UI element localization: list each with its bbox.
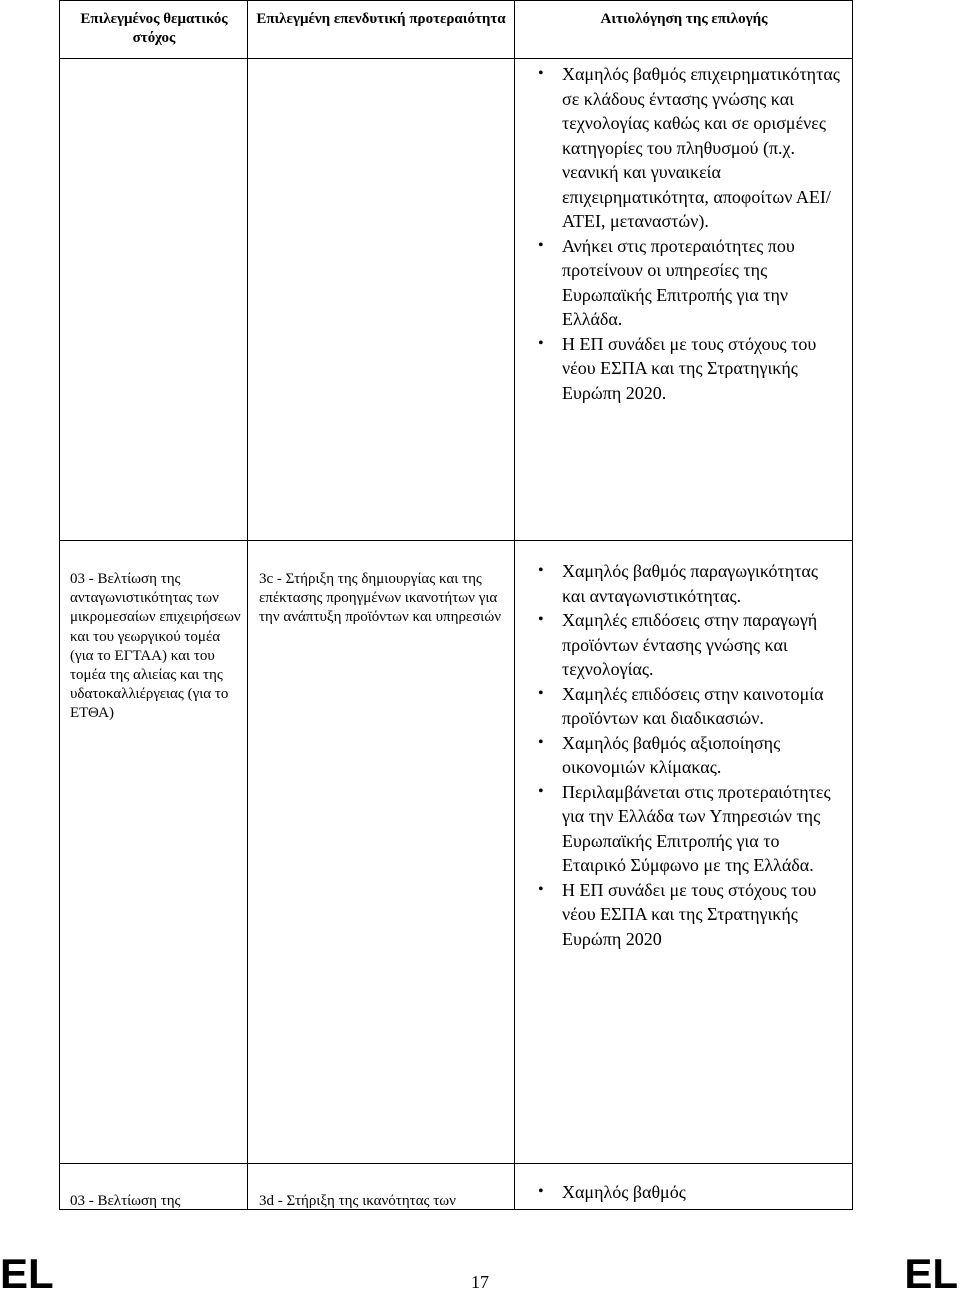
col-border-left (59, 0, 60, 1210)
col-border-right (852, 0, 853, 1210)
row2-bullet-1: • Χαμηλός βαθμός παραγωγικότητας και ανταγωνιστικότητας. (534, 559, 844, 608)
row1-justification (534, 62, 844, 405)
footer-language-left: EL (0, 1250, 54, 1297)
row2-bullet-4: • Χαμηλός βαθμός αξιοποίησης οικονομιών κλίμακας. (534, 731, 844, 780)
col-divider-2 (514, 0, 515, 1210)
header-objective: Επιλεγμένος θεματικός στόχος (80, 11, 228, 46)
row3-bullet-1: • Χαμηλός βαθμός (534, 1180, 844, 1205)
page-number: 17 (471, 1272, 489, 1292)
header-divider (59, 58, 853, 59)
row-divider-1 (59, 540, 853, 541)
row-divider-2 (59, 1163, 853, 1164)
row1-bullet-2: • Ανήκει στις προτεραιότητες που προτείνουν οι υπηρεσίες της Ευρωπαϊκής Επιτροπής για την Ελλάδα. (534, 234, 844, 332)
col-divider-1 (247, 0, 248, 1210)
header-priority: Επιλεγμένη επενδυτική προτεραιότητα (256, 11, 506, 27)
row3-priority: 3d - Στήριξη της ικανότητας των (259, 1193, 456, 1209)
row3-objective: 03 - Βελτίωση της (70, 1193, 181, 1209)
row2-bullet-6: • Η ΕΠ συνάδει με τους στόχους του νέου ΕΣΠΑ και της Στρατηγικής Ευρώπη 2020 (534, 878, 844, 952)
header-justification: Αιτιολόγηση της επιλογής (600, 11, 768, 27)
row2-objective: 03 - Βελτίωση της ανταγωνιστικότητας των μικρομεσαίων επιχειρήσεων και του γεωργικού τομέα (για το ΕΓΤΑΑ) και του τομέα της αλιείας και της υδατοκαλλιέργειας (για το ΕΤΘΑ) (70, 571, 241, 722)
footer-language-right: EL (904, 1250, 958, 1297)
table-border-top (59, 0, 853, 1)
row2-bullet-5: • Περιλαμβάνεται στις προτεραιότητες για την Ελλάδα των Υπηρεσιών της Ευρωπαϊκής Επιτροπής για το Εταιρικό Σύμφωνο με της Ελλάδα. (534, 780, 844, 878)
row2-priority: 3c - Στήριξη της δημιουργίας και της επέκτασης προηγμένων ικανοτήτων για την ανάπτυξη προϊόντων και υπηρεσιών (259, 571, 501, 626)
row1-bullet-1: • Χαμηλός βαθμός επιχειρηματικότητας σε κλάδους έντασης γνώσης και τεχνολογίας καθώς και σε ορισμένες κατηγορίες του πληθυσμού (π.χ. νεανική και γυναικεία επιχειρηματικότητα, αποφοίτων ΑΕΙ/ΑΤΕΙ, μεταναστών). (534, 62, 844, 234)
row1-bullet-3: • Η ΕΠ συνάδει με τους στόχους του νέου ΕΣΠΑ και της Στρατηγικής Ευρώπη 2020. (534, 332, 844, 406)
row2-bullet-2: • Χαμηλές επιδόσεις στην παραγωγή προϊόντων έντασης γνώσης και τεχνολογίας. (534, 608, 844, 682)
priority-table (59, 0, 853, 1210)
row2-justification (534, 559, 844, 951)
row3-justification (534, 1180, 844, 1205)
row2-bullet-3: • Χαμηλές επιδόσεις στην καινοτομία προϊόντων και διαδικασιών. (534, 682, 844, 731)
